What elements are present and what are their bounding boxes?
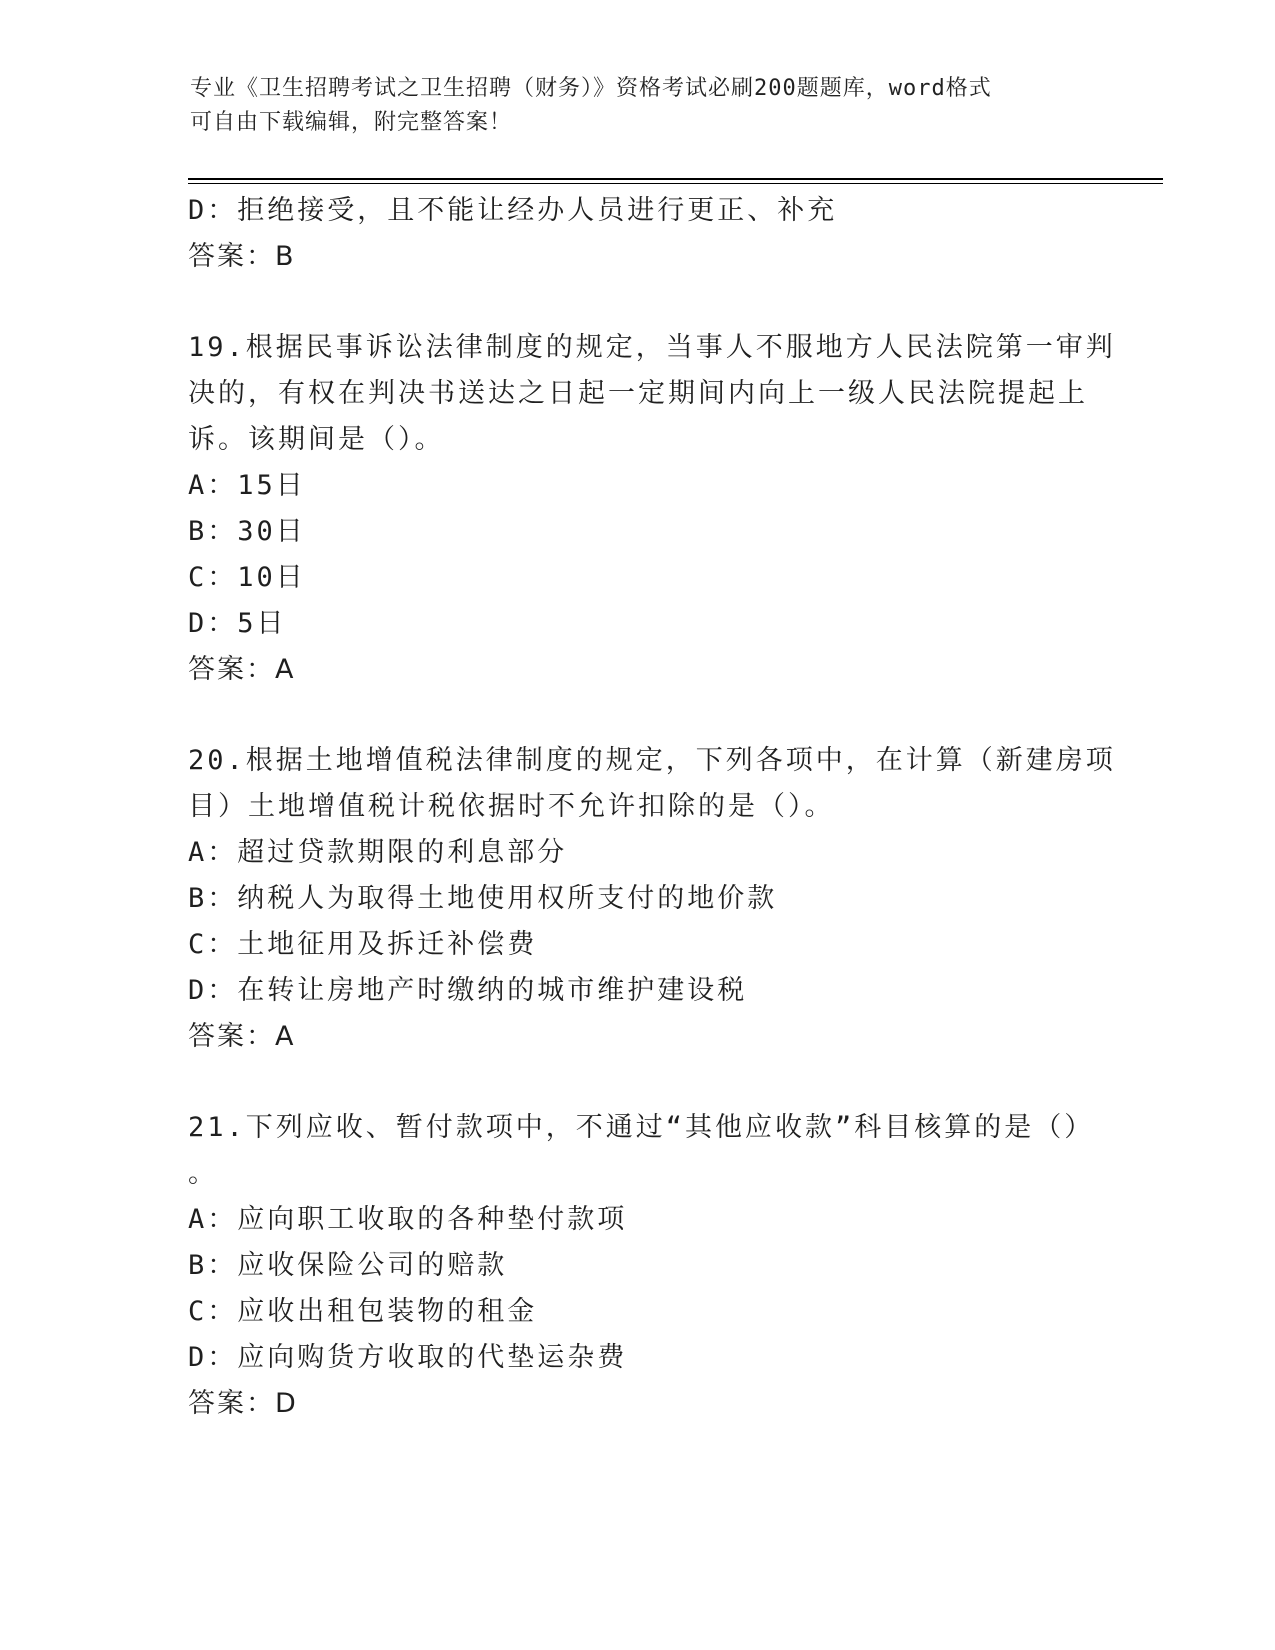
question-line: 目）土地增值税计税依据时不允许扣除的是（）。 xyxy=(188,791,835,822)
header-line-2: 可自由下载编辑，附完整答案！ xyxy=(190,110,513,135)
question-line: 21.下列应收、暂付款项中，不通过“其他应收款”科目核算的是（） xyxy=(188,1112,1095,1143)
question-line: 决的，有权在判决书送达之日起一定期间内向上一级人民法院提起上 xyxy=(188,378,1088,409)
header-rule-thick xyxy=(188,178,1163,180)
option-c: C：土地征用及拆迁补偿费 xyxy=(188,929,538,960)
option-c: C：10日 xyxy=(188,562,306,593)
prev-answer: 答案：B xyxy=(188,241,296,272)
spacer xyxy=(188,280,1088,325)
spacer xyxy=(188,693,1088,738)
answer: 答案：D xyxy=(188,1388,298,1419)
header-rule-thin xyxy=(188,183,1163,184)
question-line: 。 xyxy=(188,1158,218,1189)
question-line: 20.根据土地增值税法律制度的规定，下列各项中，在计算（新建房项 xyxy=(188,745,1116,776)
question-21 xyxy=(188,1105,1095,1427)
question-20 xyxy=(188,738,1116,1060)
question-line: 19.根据民事诉讼法律制度的规定，当事人不服地方人民法院第一审判 xyxy=(188,332,1116,363)
answer: 答案：A xyxy=(188,1021,296,1052)
spacer xyxy=(188,1060,1088,1105)
option-a: A：超过贷款期限的利息部分 xyxy=(188,837,568,868)
question-line: 诉。该期间是（）。 xyxy=(188,424,445,455)
option-b: B：应收保险公司的赔款 xyxy=(188,1250,508,1281)
question-19 xyxy=(188,325,1116,693)
header-line-1: 专业《卫生招聘考试之卫生招聘（财务）》资格考试必刷200题题库，word格式 xyxy=(190,76,992,101)
option-c: C：应收出租包装物的租金 xyxy=(188,1296,538,1327)
option-d: D：5日 xyxy=(188,608,287,639)
prev-option-d: D：拒绝接受，且不能让经办人员进行更正、补充 xyxy=(188,195,838,226)
option-b: B：纳税人为取得土地使用权所支付的地价款 xyxy=(188,883,778,914)
answer: 答案：A xyxy=(188,654,296,685)
option-d: D：应向购货方收取的代垫运杂费 xyxy=(188,1342,628,1373)
option-d: D：在转让房地产时缴纳的城市维护建设税 xyxy=(188,975,748,1006)
option-b: B：30日 xyxy=(188,516,306,547)
option-a: A：应向职工收取的各种垫付款项 xyxy=(188,1204,628,1235)
document-body xyxy=(188,188,1116,1427)
document-header xyxy=(190,72,1070,140)
option-a: A：15日 xyxy=(188,470,306,501)
